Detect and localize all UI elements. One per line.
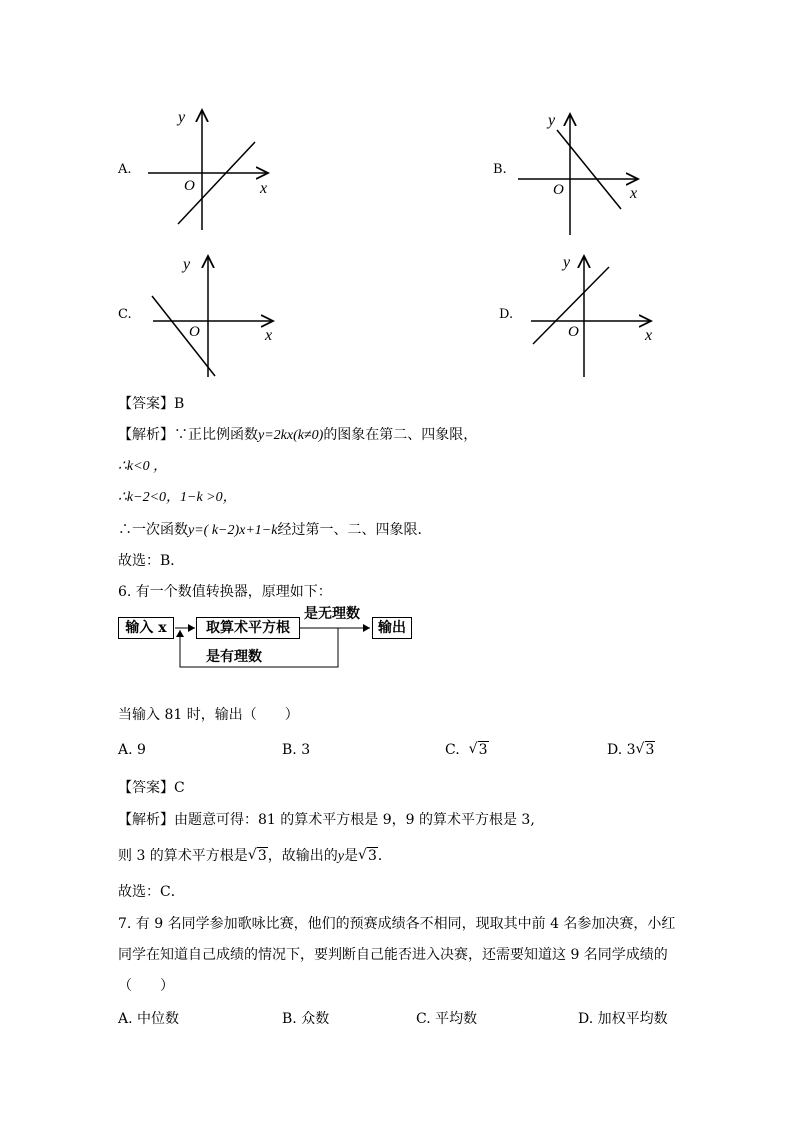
origin-label: O — [568, 324, 579, 340]
q5-analysis: 【解析】∵正比例函数y=2kx(k≠0)的图象在第二、四象限， — [118, 427, 478, 443]
graph-c — [145, 250, 285, 385]
q6-question: 当输入 81 时，输出（ ） — [118, 707, 299, 723]
option-label-a: A. — [118, 162, 132, 177]
flow-label-irrational: 是无理数 — [304, 606, 360, 622]
x-axis-label: x — [260, 180, 268, 197]
option-label-b: B. — [493, 162, 507, 177]
q6-option-a: A. 9 — [118, 742, 146, 758]
function-line — [152, 296, 215, 376]
origin-label: O — [553, 182, 564, 198]
sqrt-symbol: √ 3 — [468, 741, 488, 758]
q6-answer: 【答案】C — [118, 780, 185, 796]
q7-line-3: （ ） — [118, 978, 174, 994]
q6-option-c: C. √ 3 — [445, 741, 488, 758]
x-axis-label: x — [630, 185, 638, 202]
x-axis-label: x — [645, 327, 653, 344]
graph-b — [512, 108, 652, 243]
q5-conclusion: 故选：B． — [118, 553, 185, 569]
option-label-d: D. — [499, 307, 514, 322]
flow-output-box: 输出 — [372, 617, 412, 639]
q5-step2: ∴k−2<0，1−k >0， — [118, 490, 237, 505]
q7-option-a: A. 中位数 — [118, 1011, 180, 1027]
q7-line-1: 7. 有 9 名同学参加歌咏比赛，他们的预赛成绩各不相同，现取其中前 4 名参加决赛，小红 — [118, 916, 676, 932]
q7-option-c: C. 平均数 — [416, 1011, 478, 1027]
q6-analysis-2: 则 3 的算术平方根是 √ 3，故输出的y是 √ 3． — [118, 847, 392, 864]
option-label-c: C. — [118, 307, 132, 322]
graph-a — [140, 100, 280, 235]
q7-line-2: 同学在知道自己成绩的情况下，要判断自己能否进入决赛，还需要知道这 9 名同学成绩的 — [118, 947, 668, 963]
q6-conclusion: 故选：C． — [118, 884, 185, 900]
y-axis-label: y — [178, 109, 186, 126]
sqrt-symbol: √ 3 — [247, 847, 267, 864]
graph-d — [525, 250, 665, 385]
q6-stem: 6. 有一个数值转换器，原理如下： — [118, 584, 332, 600]
q5-answer: 【答案】B — [118, 396, 185, 412]
q5-step1: ∴k<0 ， — [118, 459, 168, 474]
q7-option-b: B. 众数 — [282, 1011, 330, 1027]
y-axis-label: y — [183, 256, 191, 273]
q6-option-d: D. 3 √ 3 — [607, 741, 655, 758]
q7-option-d: D. 加权平均数 — [578, 1011, 668, 1027]
sqrt-symbol: √ 3 — [357, 847, 377, 864]
q6-flowchart — [118, 603, 418, 673]
flow-input-box: 输入 x — [118, 617, 174, 639]
x-axis-label: x — [265, 327, 273, 344]
function-line — [557, 130, 621, 209]
y-axis-label: y — [563, 254, 571, 271]
q6-analysis: 【解析】由题意可得：81 的算术平方根是 9，9 的算术平方根是 3, — [118, 812, 535, 828]
origin-label: O — [189, 324, 200, 340]
sqrt-symbol: √ 3 — [635, 741, 655, 758]
flow-label-rational: 是有理数 — [206, 649, 262, 665]
flow-process-box: 取算术平方根 — [196, 617, 300, 639]
origin-label: O — [184, 178, 195, 194]
q6-option-b: B. 3 — [282, 742, 311, 758]
q5-step3: ∴一次函数y=( k−2)x+1−k经过第一、二、四象限． — [118, 522, 432, 538]
y-axis-label: y — [548, 112, 556, 129]
